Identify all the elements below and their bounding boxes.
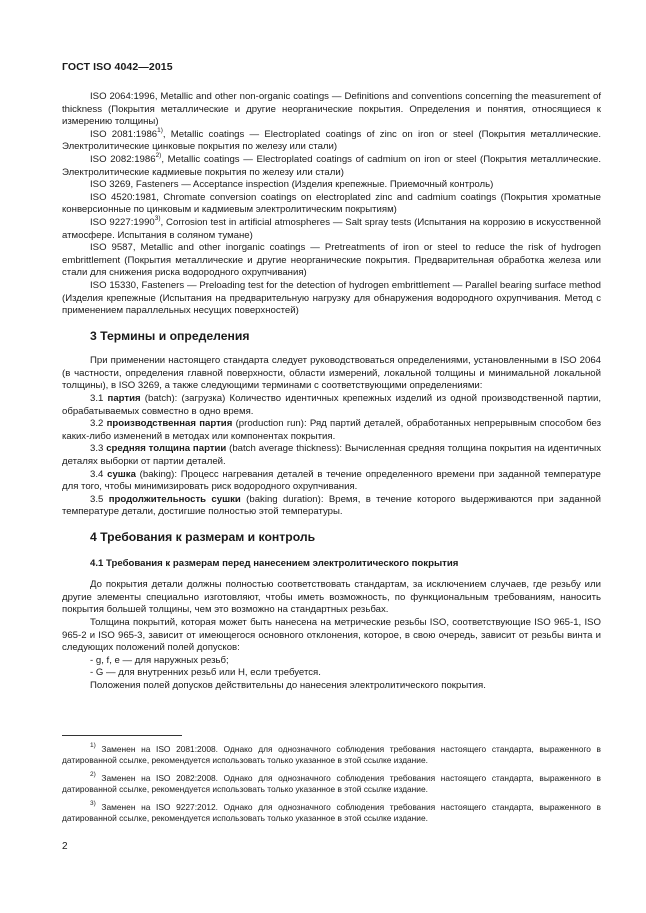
list-item: - g, f, е — для наружных резьб;: [90, 654, 229, 666]
paragraph: Положения полей допусков действительны до нанесения электролитического покрытия.: [90, 679, 486, 691]
term-number: 3.1: [90, 393, 104, 405]
term-name: сушка: [107, 468, 136, 480]
term-definition: [62, 418, 601, 443]
reference-code: ISO 2082:1986: [90, 153, 156, 165]
footnote-mark: 2): [90, 771, 96, 779]
reference-code: ISO 2081:1986: [90, 128, 158, 140]
term-definition: [62, 494, 601, 519]
term-text: (baking duration): Время, в течение которого выдерживаются при заданной температуре детали, достигшие полностью этой температуры.: [62, 493, 602, 518]
section-heading: 4 Требования к размерам и контроль: [90, 530, 316, 544]
list-item: - G — для внутренних резьб или Н, если требуется.: [90, 667, 321, 679]
term-number: 3.4: [90, 468, 104, 480]
reference-code: ISO 9587: [90, 242, 133, 254]
footnote-text: Заменен на ISO 2082:2008. Однако для однозначного соблюдения требования настоящего стандарта, выраженного в датированной ссылке, рекомендуется использовать только указанное в этой ссылке издание.: [62, 772, 601, 795]
footnote: [62, 799, 601, 825]
subsection-heading: 4.1 Требования к размерам перед нанесением электролитического покрытия: [90, 557, 459, 569]
term-name: продолжительность сушки: [108, 493, 241, 505]
reference-code: ISO 2064:1996: [90, 91, 155, 102]
footnote-mark: 3): [90, 799, 96, 807]
document-header: ГОСТ ISO 4042—2015: [62, 61, 173, 73]
footnote-mark: 3): [154, 214, 161, 222]
reference-text: , Metallic coatings — Electroplated coatings of zinc on iron or steel (Покрытия металлические. Электролитические цинковые покрытия по железу или стали): [62, 128, 602, 153]
footnote-divider: [62, 735, 182, 736]
reference-text: , Metallic and other inorganic coatings — Pretreatments of iron or steel to reduce the risk of hydrogen embrittlement (Покрытия металлические и другие неорганические покрытия. Предварительная обработка железа или стали для снижения риска водородного охрупчивания): [62, 242, 601, 279]
term-definition: [62, 393, 601, 418]
reference-item: [62, 192, 601, 217]
reference-text: , Chromate conversion coatings on electroplated zinc and cadmium coatings (Покрытия хроматные конверсионные по цинковым и кадмиевым электролитическим покрытиям): [62, 191, 601, 216]
term-definition: [62, 443, 601, 468]
reference-item: [62, 242, 601, 280]
term-text: (production run): Ряд партий деталей, обработанных непрерывным способом без каких-либо изменений в методах или компонентах покрытия.: [62, 418, 601, 442]
reference-item: [62, 126, 602, 154]
footnote-mark: 1): [157, 126, 163, 134]
reference-text: , Corrosion test in artificial atmospheres — Salt spray tests (Испытания на коррозию в искусственной атмосфере. Испытания в соляном тумане): [62, 216, 601, 241]
term-text: (baking): Процесс нагревания деталей в течение определенного времени при заданной температуре для того, чтобы минимизировать риск водородного охрупчивания.: [62, 468, 602, 493]
page-content: [62, 91, 601, 693]
normative-references: [62, 91, 601, 318]
reference-item: [62, 91, 601, 129]
footnote: [62, 773, 601, 796]
reference-text: , Fasteners — Preloading test for the detection of hydrogen embrittlement — Parallel bearing surface method (Изделия крепежные (Испытания на предварительную нагрузку для обнаружения водородного охрупчивания. Метод с применением параллельных несущих поверхностей): [62, 279, 601, 317]
reference-code: ISO 3269: [90, 179, 131, 191]
footnotes: [62, 735, 601, 830]
term-definition: [62, 469, 601, 494]
section-heading: 3 Термины и определения: [90, 328, 250, 343]
reference-code: ISO 4520:1981: [90, 191, 157, 203]
reference-text: , Fasteners — Acceptance inspection (Изделия крепежные. Приемочный контроль): [130, 179, 494, 191]
term-number: 3.3: [90, 443, 104, 455]
footnote-text: Заменен на ISO 9227:2012. Однако для однозначного соблюдения требования настоящего стандарта, выраженного в датированной ссылке, рекомендуется использовать только указанное в этой ссылке издание.: [62, 801, 601, 824]
term-number: 3.5: [90, 493, 104, 505]
section-intro: При применении настоящего стандарта следует руководствоваться определениями, установленными в ISO 2064 (в частности, определения главной поверхности, области измерений, локальной толщины и минимальной локальной толщины), в ISO 3269, а также следующими терминами с соответствующими определениями:: [62, 355, 601, 392]
paragraph: Толщина покрытий, которая может быть нанесена на метрические резьбы ISO, соответствующие ISO 965-1, ISO 965-2 и ISO 965-3, зависит от имеющегося основного отклонения, которое, в свою очередь, зависит от резьбы винта и следующих положений полей допусков:: [62, 616, 601, 654]
footnote: [62, 744, 601, 767]
reference-item: [62, 280, 601, 318]
term-number: 3.2: [90, 418, 104, 430]
footnote-mark: 2): [155, 151, 162, 159]
footnote-mark: 1): [90, 742, 96, 750]
term-name: партия: [107, 393, 141, 405]
reference-text: , Metallic and other non-organic coatings — Definitions and conventions concerning the measurement of thickness (Покрытия металлические и другие неорганические покрытия. Определения и понятия, относящиеся к измерению толщины): [62, 91, 601, 128]
reference-code: ISO 9227:1990: [90, 216, 155, 228]
term-text: (batch): (загрузка) Количество идентичных крепежных изделий из одной производственной партии, обрабатываемых совместно в одно время.: [62, 393, 601, 417]
term-name: средняя толщина партии: [106, 443, 227, 455]
reference-text: , Metallic coatings — Electroplated coatings of cadmium on iron or steel (Покрытия металлические. Электролитические кадмиевые покрытия по железу или стали): [62, 153, 602, 178]
reference-code: ISO 15330: [90, 279, 137, 291]
term-text: (batch average thickness): Вычисленная средняя толщина покрытия на идентичных деталях выборки от партии деталей.: [62, 443, 601, 468]
reference-item: [62, 214, 601, 242]
reference-item: [62, 179, 601, 192]
footnote-text: Заменен на ISO 2081:2008. Однако для однозначного соблюдения требования настоящего стандарта, выраженного в датированной ссылке, рекомендуется использовать только указанное в этой ссылке издание.: [62, 744, 601, 766]
paragraph: До покрытия детали должны полностью соответствовать стандартам, за исключением случаев, где резьбу или другие элементы специально изготовляют, чтобы иметь возможность, по функциональным требованиям, наносить покрытия большей толщины, чем это возможно на стандартных резьбах.: [62, 579, 601, 616]
reference-item: [62, 151, 602, 179]
page-number: 2: [62, 841, 68, 852]
term-name: производственная партия: [106, 418, 233, 430]
